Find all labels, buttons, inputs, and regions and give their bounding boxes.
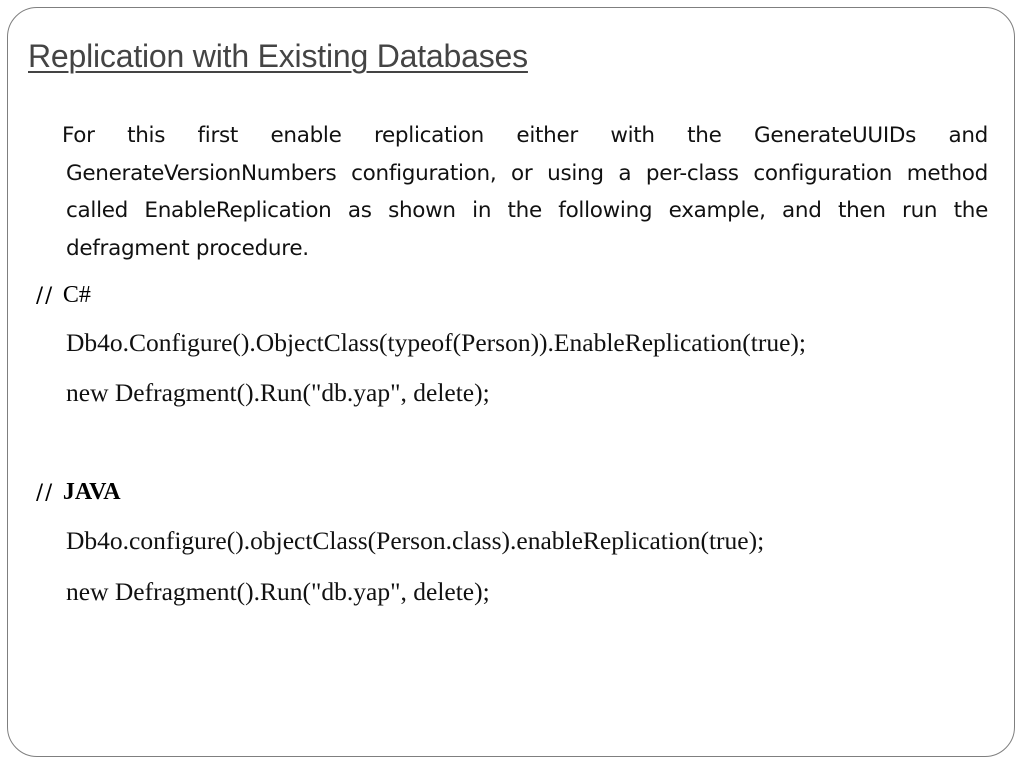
java-code-line-defragment: new Defragment().Run("db.yap", delete); <box>66 577 490 606</box>
java-code-line-configure: Db4o.configure().objectClass(Person.class).enableReplication(true); <box>66 526 765 555</box>
java-language-label: JAVA <box>62 479 121 505</box>
csharp-comment-label <box>36 282 91 309</box>
csharp-code-line-defragment: new Defragment().Run("db.yap", delete); <box>66 378 490 407</box>
csharp-language-label: C# <box>62 282 91 308</box>
csharp-code-line-configure: Db4o.Configure().ObjectClass(typeof(Person)).EnableReplication(true); <box>66 328 806 357</box>
java-comment-prefix: // <box>36 480 63 504</box>
body-paragraph: For this first enable replication either with the GenerateUUIDs and GenerateVersionNumbers configuration, or using a per-class configuration method called EnableReplication as shown in the following example, and then run the defragment procedure. <box>62 123 988 261</box>
java-comment-label <box>36 479 121 506</box>
slide-title: Replication with Existing Databases <box>28 38 528 74</box>
csharp-comment-prefix: // <box>36 283 63 307</box>
